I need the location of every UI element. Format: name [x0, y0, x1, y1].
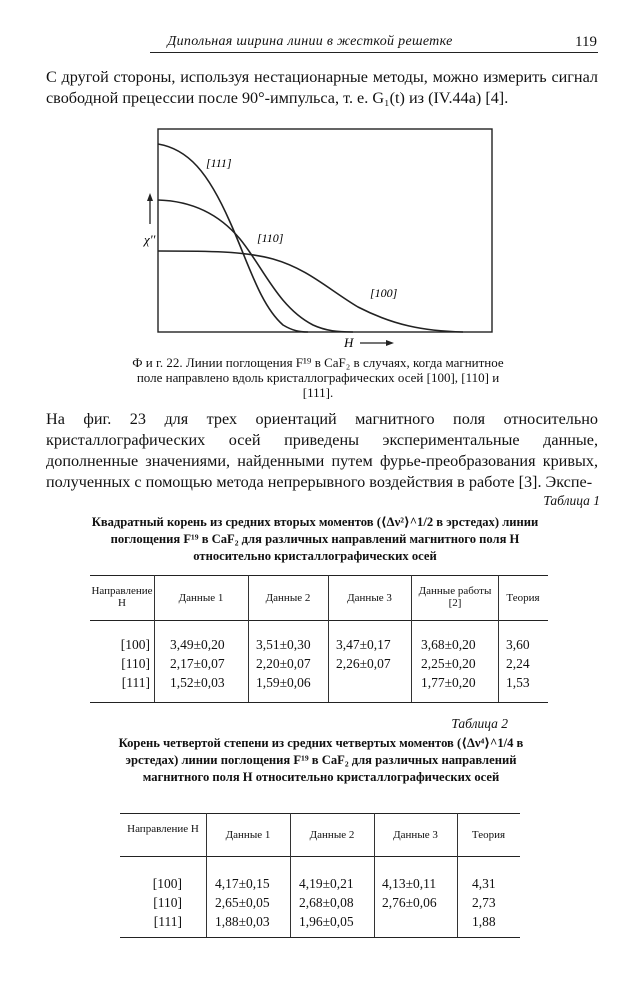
- table-2-title: Корень четвертой степени из средних четвертых моментов (⟨Δν⁴⟩^1/4 в эрстедах) линии поглощения F¹⁹ в CaF₂ для различных направлений магнитного поля H относительно кристаллографических осей: [118, 736, 524, 784]
- table-cell: 4,17±0,15: [215, 876, 270, 891]
- table-cell: 2,65±0,05: [215, 895, 270, 910]
- table-2-label: Таблица 2: [451, 716, 508, 731]
- curve-110: [158, 200, 353, 332]
- figure-22-plot: [144, 127, 498, 352]
- table-cell: [110]: [153, 895, 182, 910]
- table-1-header-cell: Данные 1: [178, 592, 224, 604]
- paragraph-1: С другой стороны, используя нестационарные методы, можно измерить сигнал свободной прецессии после 90°-импульса, т. е. G₁(t) из (IV.44a) [4].: [46, 68, 598, 107]
- table-1-title: Квадратный корень из средних вторых моментов (⟨Δν²⟩^1/2 в эрстедах) линии поглощения F¹⁹ в CaF₂ для различных направлений магнитного поля H относительно кристаллографических осей: [91, 515, 539, 563]
- table-1-col-data1: [170, 635, 225, 692]
- table-cell: 2,76±0,06: [382, 895, 437, 910]
- running-header-title: Дипольная ширина линии в жесткой решетке: [167, 34, 453, 49]
- table-cell: 2,68±0,08: [299, 895, 354, 910]
- table-cell: [100]: [152, 876, 182, 891]
- curve-100: [158, 251, 463, 332]
- table-cell: [110]: [121, 656, 150, 671]
- table-1-label: Таблица 1: [543, 493, 600, 508]
- table-1-header-rule: [90, 620, 548, 621]
- x-arrowhead-icon: [386, 340, 394, 346]
- table-2-header-cell: Данные 3: [393, 829, 438, 841]
- y-arrowhead-icon: [147, 193, 153, 201]
- table-1-col-direction: [116, 635, 150, 692]
- table-cell: [100]: [120, 637, 150, 652]
- table-1-header-cell: Данные работы [2]: [418, 585, 492, 609]
- table-cell: 3,49±0,20: [170, 637, 225, 652]
- table-cell: 2,24: [506, 656, 530, 671]
- table-cell: 3,47±0,17: [336, 637, 391, 652]
- table-cell: 3,60: [506, 637, 530, 652]
- table-2-col-data1: [215, 874, 270, 931]
- table-cell: 2,20±0,07: [256, 656, 311, 671]
- table-cell: 2,73: [472, 895, 496, 910]
- table-cell: 1,53: [506, 675, 530, 690]
- table-2-header-cell: Направление H: [127, 823, 199, 835]
- table-cell: [111]: [153, 914, 182, 929]
- table-cell: 3,68±0,20: [421, 637, 476, 652]
- table-cell: 2,25±0,20: [421, 656, 476, 671]
- page-number: 119: [575, 34, 597, 50]
- table-2-col-data3: [382, 874, 437, 912]
- table-2-header-cell: Данные 1: [225, 829, 271, 841]
- table-1-bottom-rule: [90, 702, 548, 703]
- table-cell: 4,13±0,11: [382, 876, 437, 891]
- table-cell: 2,26±0,07: [336, 656, 391, 671]
- table-2-header-rule: [120, 856, 520, 857]
- paragraph-2: На фиг. 23 для трех ориентаций магнитного поля относительно кристаллографических осей приведены экспериментальные данные, дополненные значениями, найденными путем фурье-преобразования кривых, полученных с помощью метода непрерывного воздействия в работе [3]. Экспе-: [46, 410, 598, 491]
- header-rule: [150, 52, 598, 53]
- table-2-col-data2: [299, 874, 354, 931]
- table-cell: 4,31: [472, 876, 496, 891]
- table-2-col-direction: [148, 874, 182, 931]
- x-axis-label: H: [344, 335, 354, 350]
- table-2-header-cell: Данные 2: [309, 829, 355, 841]
- table-cell: 2,17±0,07: [170, 656, 225, 671]
- table-cell: [111]: [121, 675, 150, 690]
- table-cell: 1,59±0,06: [256, 675, 311, 690]
- table-1-col-data2: [256, 635, 311, 692]
- table-1-col-divider: [411, 575, 412, 702]
- curve-label-111: [111]: [206, 156, 232, 170]
- table-cell: 1,96±0,05: [299, 914, 354, 929]
- table-cell: 1,77±0,20: [421, 675, 476, 690]
- table-cell: 4,19±0,21: [299, 876, 354, 891]
- table-cell: 1,52±0,03: [170, 675, 225, 690]
- table-1-header-cell: Данные 2: [265, 592, 311, 604]
- table-1-header-cell: Данные 3: [347, 592, 392, 604]
- table-cell: 3,51±0,30: [256, 637, 311, 652]
- table-2-top-rule: [120, 813, 520, 814]
- curve-label-100: [100]: [370, 286, 398, 300]
- table-2-header-cell: Теория: [471, 829, 506, 841]
- table-1-header-cell: Направление H: [91, 585, 153, 609]
- curve-label-110: [110]: [257, 231, 284, 245]
- table-2: [120, 813, 520, 943]
- table-cell: 1,88±0,03: [215, 914, 270, 929]
- table-2-col-theory: [472, 874, 496, 931]
- y-axis-label: χ'': [144, 232, 156, 247]
- table-1-top-rule: [90, 575, 548, 576]
- table-cell: 1,88: [472, 914, 496, 929]
- table-1-col-theory: [506, 635, 530, 692]
- table-1-col-work2: [421, 635, 476, 692]
- table-1-header-cell: Теория: [506, 592, 540, 604]
- table-1: [90, 575, 548, 705]
- figure-caption: Ф и г. 22. Линии поглощения F¹⁹ в CaF₂ в случаях, когда магнитное поле направлено вдоль кристаллографических осей [100], [110] и [111].: [132, 355, 504, 400]
- table-1-col-data3: [336, 635, 391, 673]
- table-2-bottom-rule: [120, 937, 520, 938]
